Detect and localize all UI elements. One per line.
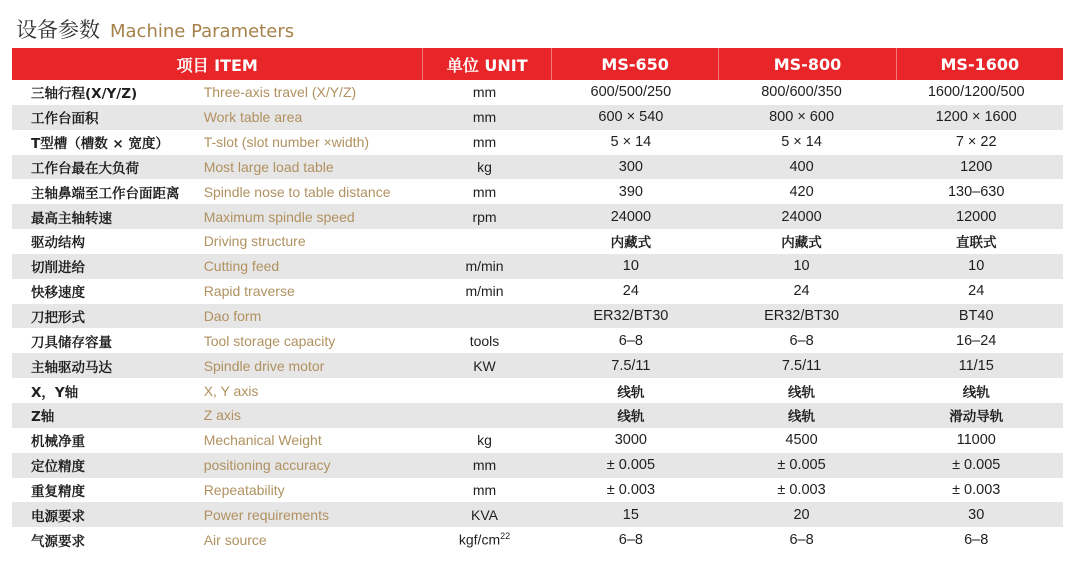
header-model-ms650: MS-650 (552, 48, 719, 80)
param-value-ms1600: 12000 (956, 208, 997, 225)
table-row (12, 428, 1063, 453)
param-name-en: Z axis (203, 407, 242, 424)
param-unit-text: mm (472, 134, 497, 151)
param-value-ms650: 6–8 (618, 531, 643, 548)
param-name-en: Driving structure (203, 233, 306, 250)
param-value-ms800: 6–8 (789, 531, 814, 548)
header-model-ms800: MS-800 (719, 48, 896, 80)
param-name-en: Repeatability (203, 481, 285, 498)
param-name-en: Work table area (203, 109, 303, 126)
param-unit (421, 184, 548, 200)
param-unit (421, 358, 548, 374)
table-row (12, 179, 1063, 204)
param-value-ms650: 600 × 540 (598, 109, 664, 126)
header-unit: 单位 UNIT (423, 48, 552, 80)
param-name-cn: T型槽（槽数 × 宽度） (31, 136, 169, 153)
table-row (12, 105, 1063, 130)
param-value-ms1600: 线轨 (962, 384, 990, 401)
param-name-cn: 主轴鼻端至工作台面距离 (31, 185, 180, 202)
param-value-ms650: 390 (618, 183, 643, 200)
param-value-ms650: 内藏式 (610, 235, 652, 252)
param-unit-text: KW (473, 357, 496, 374)
param-value-ms650: 6–8 (618, 332, 643, 349)
param-value-ms800: 7.5/11 (781, 357, 822, 374)
param-value-ms650: ± 0.003 (606, 481, 656, 498)
param-name-en: T-slot (slot number ×width) (203, 134, 370, 151)
param-unit-text: m/min (465, 258, 504, 275)
table-row (12, 453, 1063, 478)
param-unit-text: mm (472, 84, 497, 101)
param-value-ms650: 24000 (610, 208, 652, 225)
table-row (12, 353, 1063, 378)
table-header (12, 48, 1063, 80)
param-name-cn: Z轴 (31, 409, 55, 426)
param-unit (421, 531, 548, 548)
param-unit-text: rpm (472, 208, 497, 225)
param-value-ms1600: 直联式 (955, 235, 997, 252)
param-name-cn: 工作台面积 (31, 111, 99, 128)
param-name-cn: 三轴行程(X/Y/Z) (31, 86, 138, 103)
param-value-ms1600: 16–24 (956, 332, 997, 349)
param-value-ms1600: 11000 (956, 432, 996, 449)
param-name-en: Three-axis travel (X/Y/Z) (203, 84, 357, 101)
param-value-ms800: 400 (789, 158, 814, 175)
header-model-ms1600: MS-1600 (940, 54, 1020, 74)
table-row (12, 403, 1063, 428)
param-unit (421, 258, 548, 274)
param-value-ms650: 15 (622, 506, 639, 523)
param-name-en: Most large load table (203, 158, 334, 175)
param-value-ms800: 800 × 600 (769, 109, 835, 126)
param-value-ms800: 420 (789, 183, 814, 200)
param-value-ms800: 线轨 (788, 384, 816, 401)
param-value-ms800: 内藏式 (781, 235, 822, 252)
param-name-en: Power requirements (203, 506, 329, 523)
param-value-ms800: 24000 (781, 208, 822, 225)
param-value-ms1600: 1200 × 1600 (935, 109, 1017, 126)
param-unit (421, 84, 548, 100)
title-chinese: 设备参数 (16, 18, 100, 42)
param-value-ms650: 线轨 (617, 409, 645, 426)
param-value-ms1600: ± 0.005 (952, 457, 1001, 474)
param-unit (421, 507, 548, 523)
param-unit-text: mm (472, 481, 497, 498)
param-unit (421, 432, 548, 448)
table-row (12, 254, 1063, 279)
param-unit-text: kgf/cm (458, 531, 501, 548)
param-value-ms650: 7.5/11 (611, 357, 651, 374)
param-value-ms1600: 30 (968, 506, 985, 523)
param-value-ms800: 4500 (785, 432, 818, 449)
param-name-cn: 切削进给 (31, 260, 85, 277)
param-value-ms1600: ± 0.003 (952, 481, 1001, 498)
param-name-cn: 最高主轴转速 (31, 210, 112, 227)
param-name-cn: 机械净重 (31, 434, 85, 451)
table-row (12, 378, 1063, 403)
param-name-en: Dao form (203, 308, 262, 325)
param-unit (421, 333, 548, 349)
param-value-ms1600: 7 × 22 (955, 134, 997, 151)
param-unit (421, 134, 548, 150)
table-row (12, 279, 1063, 304)
param-name-en: Spindle drive motor (203, 357, 325, 374)
parameters-table-body (12, 80, 1063, 552)
param-unit-text: kg (477, 158, 492, 175)
param-name-cn: 刀具储存容量 (31, 334, 112, 351)
param-value-ms1600: 6–8 (964, 531, 989, 548)
param-value-ms1600: 11/15 (958, 357, 994, 374)
param-unit (421, 283, 548, 299)
param-name-cn: 主轴驱动马达 (31, 359, 112, 376)
param-value-ms1600: BT40 (958, 308, 994, 325)
param-value-ms800: ± 0.005 (777, 457, 826, 474)
param-unit (421, 209, 548, 225)
param-unit (421, 159, 548, 175)
table-row (12, 155, 1063, 180)
param-name-en: Mechanical Weight (203, 432, 322, 449)
param-name-cn: 工作台最在大负荷 (31, 160, 139, 177)
param-value-ms650: 600/500/250 (590, 84, 672, 101)
param-unit-superscript: 22 (500, 531, 511, 542)
param-value-ms650: 线轨 (617, 384, 645, 401)
param-name-cn: X，Y轴 (31, 384, 79, 401)
param-name-cn: 快移速度 (31, 285, 85, 302)
section-title (16, 14, 294, 44)
param-name-cn: 刀把形式 (31, 310, 85, 327)
param-value-ms800: 6–8 (789, 332, 814, 349)
param-value-ms800: 10 (793, 258, 810, 275)
param-value-ms800: 线轨 (788, 409, 816, 426)
param-name-en: Maximum spindle speed (203, 208, 355, 225)
param-unit-text: KVA (471, 506, 498, 523)
param-name-en: Rapid traverse (203, 283, 295, 300)
param-value-ms1600: 滑动导轨 (949, 409, 1004, 426)
param-value-ms1600: 10 (968, 258, 985, 275)
table-row (12, 478, 1063, 503)
param-value-ms1600: 1600/1200/500 (927, 84, 1025, 101)
param-value-ms1600: 130–630 (947, 183, 1005, 200)
param-value-ms650: 5 × 14 (610, 134, 652, 151)
param-value-ms650: 300 (618, 158, 643, 175)
param-value-ms800: ± 0.003 (777, 481, 826, 498)
param-value-ms800: 5 × 14 (781, 134, 822, 151)
param-name-cn: 定位精度 (31, 459, 85, 476)
param-unit-text: kg (477, 432, 492, 449)
param-name-en: Air source (203, 531, 267, 548)
param-value-ms1600: 1200 (960, 158, 993, 175)
table-row (12, 204, 1063, 229)
param-unit-text: mm (472, 109, 497, 126)
param-unit (421, 109, 548, 125)
param-value-ms1600: 24 (968, 283, 985, 300)
param-name-en: positioning accuracy (203, 457, 331, 474)
table-row (12, 328, 1063, 353)
param-value-ms800: 800/600/350 (761, 84, 842, 101)
param-value-ms800: 24 (793, 283, 810, 300)
param-value-ms650: 3000 (614, 432, 647, 449)
param-name-cn: 气源要求 (31, 533, 85, 550)
param-unit-text: m/min (465, 283, 504, 300)
table-row (12, 229, 1063, 254)
param-value-ms650: 10 (622, 258, 639, 275)
param-name-en: Tool storage capacity (203, 332, 336, 349)
param-value-ms650: ER32/BT30 (593, 308, 669, 325)
param-unit-text: mm (472, 183, 497, 200)
param-name-cn: 驱动结构 (31, 235, 85, 252)
param-unit (421, 482, 548, 498)
param-unit-text: tools (469, 332, 500, 349)
table-row (12, 502, 1063, 527)
table-row (12, 80, 1063, 105)
param-name-cn: 电源要求 (31, 508, 85, 525)
param-name-en: X, Y axis (203, 382, 259, 399)
param-name-cn: 重复精度 (31, 483, 85, 500)
title-english: Machine Parameters (110, 21, 295, 42)
table-row (12, 527, 1063, 552)
param-name-en: Spindle nose to table distance (203, 183, 391, 200)
param-value-ms800: 20 (793, 506, 810, 523)
param-name-en: Cutting feed (203, 258, 280, 275)
param-value-ms650: 24 (622, 283, 639, 300)
table-row (12, 304, 1063, 329)
header-item: 项目 ITEM (12, 48, 423, 80)
param-value-ms800: ER32/BT30 (764, 308, 840, 325)
param-unit-text: mm (472, 457, 497, 474)
param-unit (421, 457, 548, 473)
param-value-ms650: ± 0.005 (606, 457, 656, 474)
table-row (12, 130, 1063, 155)
